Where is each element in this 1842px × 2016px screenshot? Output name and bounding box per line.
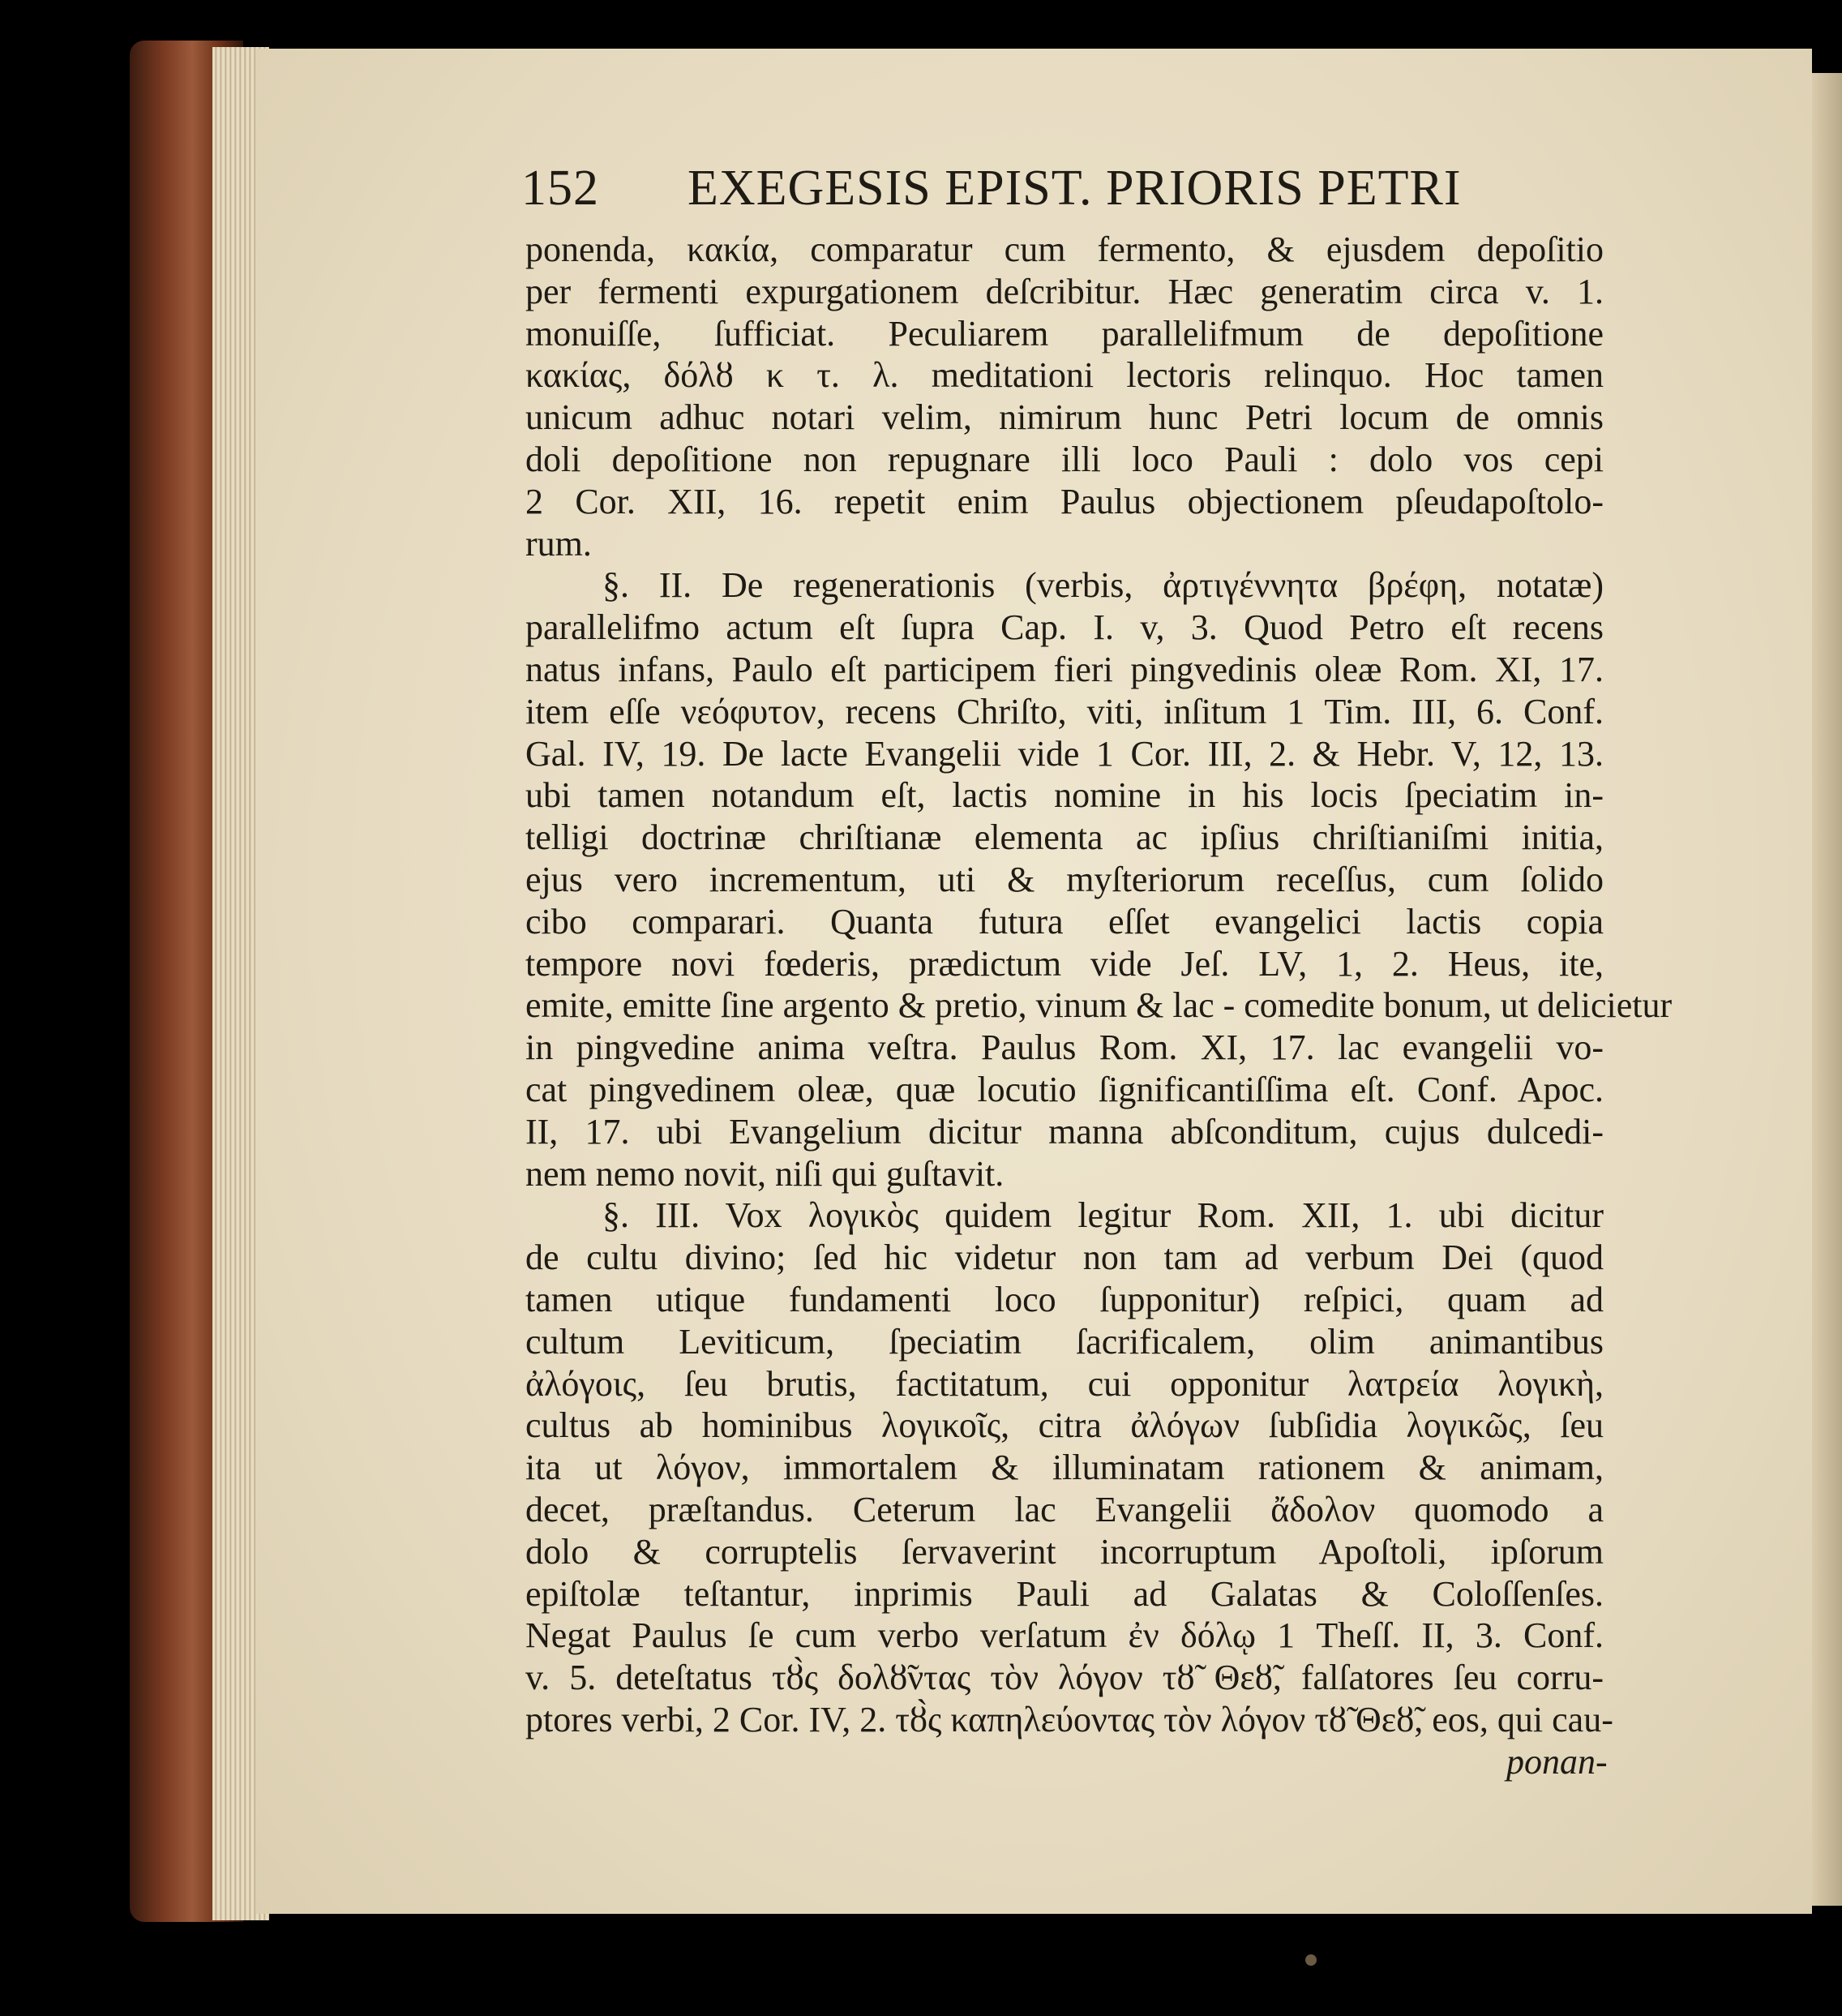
text-line: ἀλόγοις, ſeu brutis, factitatum, cui opponitur λατρεία λογικὴ, [525, 1364, 1604, 1404]
text-line: 2 Cor. XII, 16. repetit enim Paulus objectionem pſeudapoſtolo- [525, 482, 1604, 521]
text-line: item eſſe νεόφυτον, recens Chriſto, viti, inſitum 1 Tim. III, 6. Conf. [525, 692, 1604, 731]
text-line: κακίας, δόλȣ κ τ. λ. meditationi lectoris relinquo. Hoc tamen [525, 355, 1604, 395]
text-line: per fermenti expurgationem deſcribitur. Hæc generatim circa v. 1. [525, 272, 1604, 311]
text-line: decet, præſtandus. Ceterum lac Evangelii ἄδολον quomodo a [525, 1490, 1604, 1529]
text-line: v. 5. deteſtatus τȣ̀ς δολȣ̃ντας τὸν λόγον τȣ̃ Θεȣ̃, falſatores ſeu corru- [525, 1658, 1604, 1697]
text-line: ita ut λόγον, immortalem & illuminatam rationem & animam, [525, 1448, 1604, 1487]
text-line: natus infans, Paulo eſt participem fieri pingvedinis oleæ Rom. XI, 17. [525, 650, 1604, 689]
page-header [521, 154, 1604, 222]
text-line: epiſtolæ teſtantur, inprimis Pauli ad Galatas & Coloſſenſes. [525, 1574, 1604, 1614]
text-line: ejus vero incrementum, uti & myſteriorum receſſus, cum ſolido [525, 860, 1604, 899]
text-line: §. II. De regenerationis (verbis, ἀρτιγέννητα βρέφη, notatæ) [602, 565, 1604, 605]
text-line: emite, emitte ſine argento & pretio, vinum & lac - comedite bonum, ut delicietur [525, 985, 1673, 1025]
text-line: doli depoſitione non repugnare illi loco Pauli : dolo vos cepi [525, 440, 1604, 479]
text-line: cibo comparari. Quanta futura eſſet evangelici lactis copia [525, 902, 1604, 942]
text-line: monuiſſe, ſufficiat. Peculiarem parallelifmum de depoſitione [525, 314, 1604, 354]
text-line: tempore novi fœderis, prædictum vide Jeſ. LV, 1, 2. Heus, ite, [525, 944, 1604, 984]
paper-speck [1305, 1954, 1317, 1966]
text-line: rum. [525, 524, 592, 564]
text-line: cultus ab hominibus λογικοῖς, citra ἀλόγων ſubſidia λογικῶς, ſeu [525, 1405, 1604, 1445]
text-line: ptores verbi, 2 Cor. IV, 2. τȣ̀ς καπηλεύοντας τὸν λόγον τȣ̃ Θεȣ̃, eos, qui cau- [525, 1700, 1613, 1739]
text-line: de cultu divino; ſed hic videtur non tam ad verbum Dei (quod [525, 1237, 1604, 1277]
text-line: Gal. IV, 19. De lacte Evangelii vide 1 Cor. III, 2. & Hebr. V, 12, 13. [525, 734, 1604, 774]
text-line: cat pingvedinem oleæ, quæ locutio ſignificantiſſima eſt. Conf. Apoc. [525, 1070, 1604, 1109]
text-line: cultum Leviticum, ſpeciatim ſacrificalem, olim animantibus [525, 1322, 1604, 1362]
text-line: tamen utique fundamenti loco ſupponitur) reſpici, quam ad [525, 1280, 1604, 1319]
text-line: nem nemo novit, niſi qui guſtavit. [525, 1154, 1005, 1194]
text-line: dolo & corruptelis ſervaverint incorruptum Apoſtoli, ipſorum [525, 1532, 1604, 1572]
text-line: Negat Paulus ſe cum verbo verſatum ἐν δόλῳ 1 Theſſ. II, 3. Conf. [525, 1615, 1604, 1655]
text-line: II, 17. ubi Evangelium dicitur manna abſconditum, cujus dulcedi- [525, 1112, 1604, 1152]
text-line: unicum adhuc notari velim, nimirum hunc Petri locum de omnis [525, 397, 1604, 437]
text-line: §. III. Vox λογικὸς quidem legitur Rom. XII, 1. ubi dicitur [602, 1195, 1604, 1235]
text-line: ubi tamen notandum eſt, lactis nomine in his locis ſpeciatim in- [525, 775, 1604, 815]
running-title: EXEGESIS EPIST. PRIORIS PETRI [688, 161, 1462, 216]
text-line: parallelifmo actum eſt ſupra Cap. I. v, 3. Quod Petro eſt recens [525, 607, 1604, 647]
page-number: 152 [521, 161, 599, 216]
text-line: ponenda, κακία, comparatur cum fermento, & ejusdem depoſitio [525, 229, 1604, 269]
facing-page-edge [1812, 73, 1842, 1906]
text-line: in pingvedine anima veſtra. Paulus Rom. XI, 17. lac evangelii vo- [525, 1027, 1604, 1067]
catchword: ponan- [1506, 1742, 1608, 1782]
text-line: telligi doctrinæ chriſtianæ elementa ac ipſius chriſtianiſmi initia, [525, 817, 1604, 857]
